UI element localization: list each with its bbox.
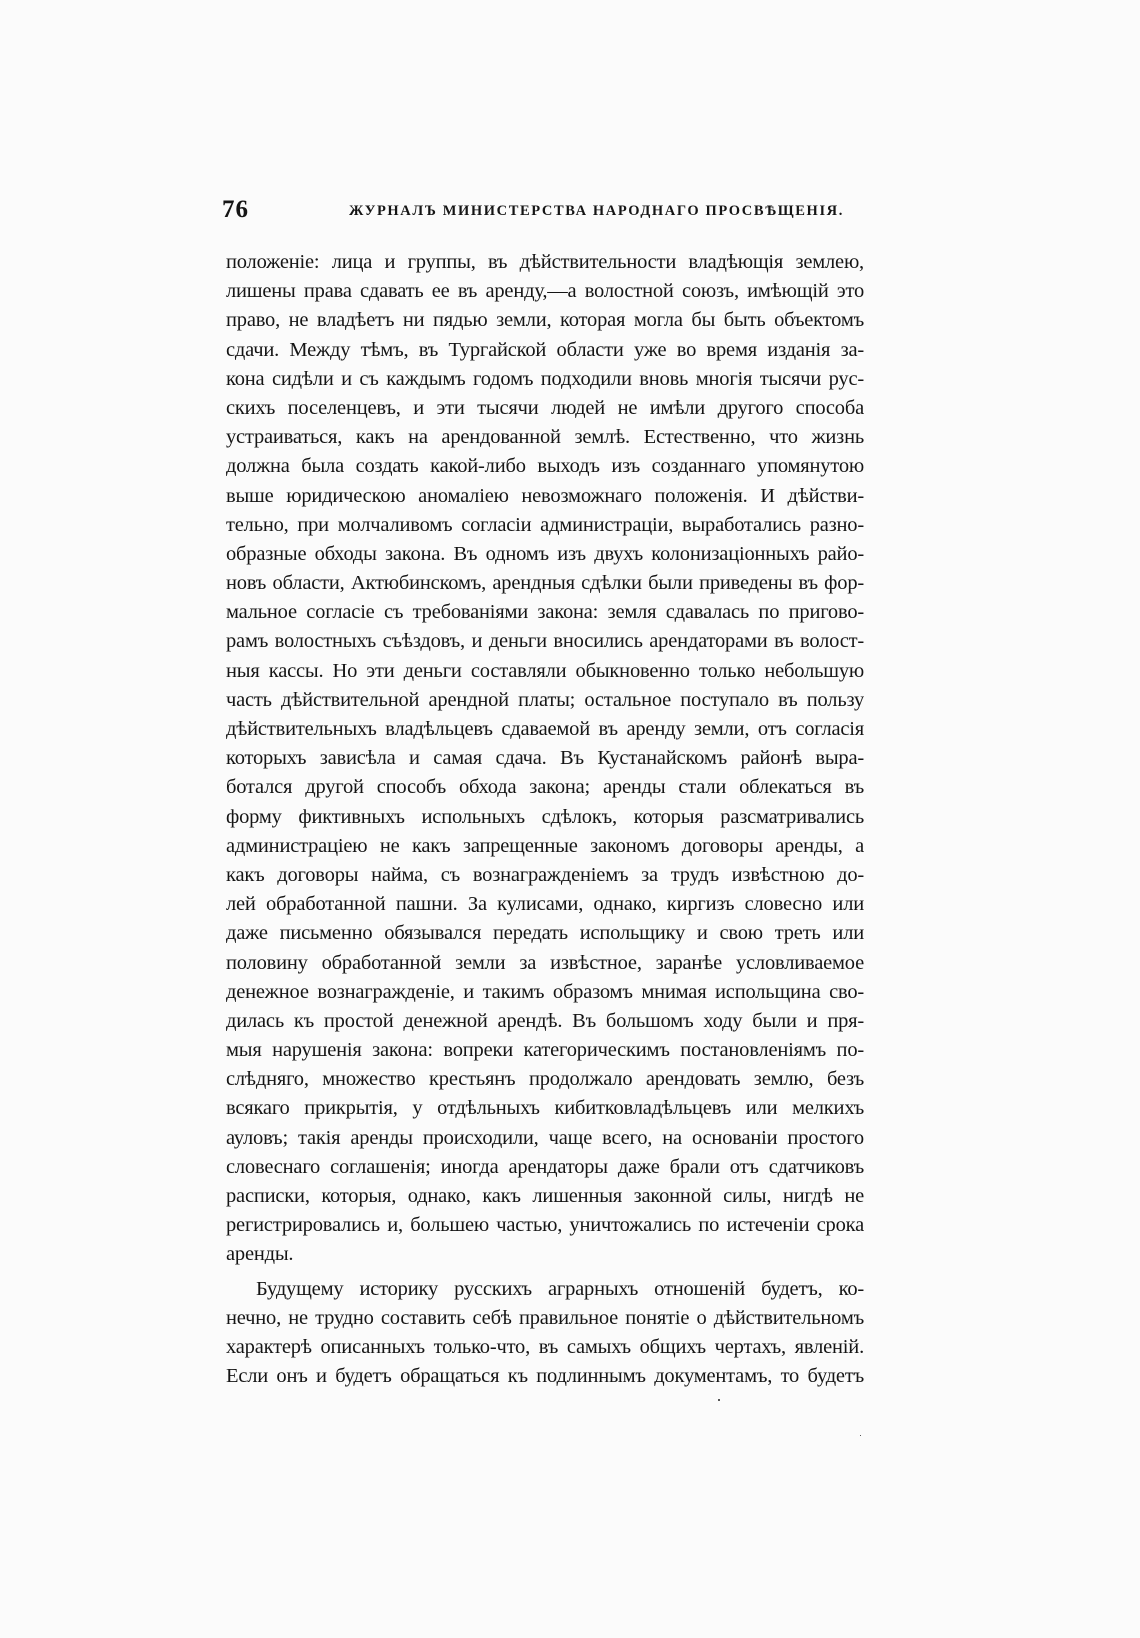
text-line: ныя кассы. Но эти деньги составляли обыкновенно только небольшую <box>226 659 864 682</box>
text-line: дѣйствительныхъ владѣльцевъ сдаваемой въ аренду земли, отъ согласія <box>226 718 864 740</box>
body-text <box>226 248 864 1391</box>
text-line: слѣдняго, множество крестьянъ продолжало арендовать землю, безъ <box>226 1068 864 1091</box>
paragraph-1 <box>226 248 864 1270</box>
text-line: администраціею не какъ запрещенные закономъ договоры аренды, а <box>226 834 864 857</box>
text-line: нечно, не трудно составить себѣ правильное понятіе о дѣйствительномъ <box>226 1306 864 1329</box>
text-line: лишены права сдавать ее въ аренду,—а волостной союзъ, имѣющій это <box>226 280 864 303</box>
text-line: образные обходы закона. Въ одномъ изъ двухъ колонизаціонныхъ райо- <box>226 542 864 565</box>
text-line: ботался другой способъ обхода закона; аренды стали облекаться въ <box>226 776 864 799</box>
text-line: право, не владѣетъ ни пядью земли, которая могла бы быть объектомъ <box>226 309 864 332</box>
text-line: Если онъ и будетъ обращаться къ подлиннымъ документамъ, то будетъ <box>226 1365 864 1388</box>
text-line: аренды. <box>226 1243 294 1266</box>
text-line: должна была создать какой-либо выходъ изъ созданнаго упомянутою <box>226 455 864 478</box>
text-line: дилась къ простой денежной арендѣ. Въ большомъ ходу были и пря- <box>226 1009 864 1032</box>
text-line: устраиваться, какъ на арендованной землѣ. Естественно, что жизнь <box>226 426 864 449</box>
paragraph-2 <box>226 1275 864 1392</box>
print-speck <box>718 1399 720 1401</box>
text-line: мальное согласіе съ требованіями закона: земля сдавалась по пригово- <box>226 601 864 624</box>
text-line: форму фиктивныхъ испольныхъ сдѣлокъ, которыя разсматривались <box>226 805 864 828</box>
print-speck <box>860 1435 861 1436</box>
page-header <box>222 196 862 228</box>
page-number: 76 <box>222 196 249 223</box>
text-line: сдачи. Между тѣмъ, въ Тургайской области уже во время изданія за- <box>226 338 864 361</box>
text-line: которыхъ зависѣла и самая сдача. Въ Кустанайскомъ районѣ выра- <box>226 747 864 770</box>
text-line: даже письменно обязывался передать испольщику и свою треть или <box>226 922 864 945</box>
running-title: ЖУРНАЛЪ МИНИСТЕРСТВА НАРОДНАГО ПРОСВѢЩЕНІЯ. <box>349 203 844 219</box>
text-line: всякаго прикрытія, у отдѣльныхъ кибитковладѣльцевъ или мелкихъ <box>226 1097 864 1120</box>
text-line: словеснаго соглашенія; иногда арендаторы даже брали отъ сдатчиковъ <box>226 1155 864 1178</box>
text-line: лей обработанной пашни. За кулисами, однако, киргизъ словесно или <box>226 893 864 916</box>
text-line: характерѣ описанныхъ только-что, въ самыхъ общихъ чертахъ, явленій. <box>226 1335 864 1358</box>
text-line: рамъ волостныхъ съѣздовъ, и деньги вносились арендаторами въ волост- <box>226 630 864 653</box>
text-line: кона сидѣли и съ каждымъ годомъ подходили вновь многія тысячи рус- <box>226 367 864 390</box>
text-line: положеніе: лица и группы, въ дѣйствительности владѣющія землею, <box>226 251 864 273</box>
text-line: расписки, которыя, однако, какъ лишенныя законной силы, нигдѣ не <box>226 1185 864 1207</box>
text-line: скихъ поселенцевъ, и эти тысячи людей не имѣли другого способа <box>226 396 864 419</box>
text-line: мыя нарушенія закона: вопреки категорическимъ постановленіямъ по- <box>226 1039 864 1062</box>
text-line: регистрировались и, большею частью, уничтожались по истеченіи срока <box>226 1214 864 1237</box>
text-line: часть дѣйствительной арендной платы; остальное поступало въ пользу <box>226 688 864 711</box>
text-line: Будущему историку русскихъ аграрныхъ отношеній будетъ, ко- <box>256 1277 864 1300</box>
text-line: выше юридическою аномаліею невозможнаго положенія. И дѣйстви- <box>226 484 864 507</box>
text-line: новъ области, Актюбинскомъ, арендныя сдѣлки были приведены въ фор- <box>226 572 864 595</box>
text-line: какъ договоры найма, съ вознагражденіемъ за трудъ извѣстною до- <box>226 863 864 886</box>
text-line: денежное вознагражденіе, и такимъ образомъ мнимая испольщина сво- <box>226 980 864 1003</box>
text-line: половину обработанной земли за извѣстное, заранѣе условливаемое <box>226 951 864 974</box>
text-line: ауловъ; такія аренды происходили, чаще всего, на основаніи простого <box>226 1126 864 1149</box>
text-line: тельно, при молчаливомъ согласіи администраціи, выработались разно- <box>226 513 864 536</box>
